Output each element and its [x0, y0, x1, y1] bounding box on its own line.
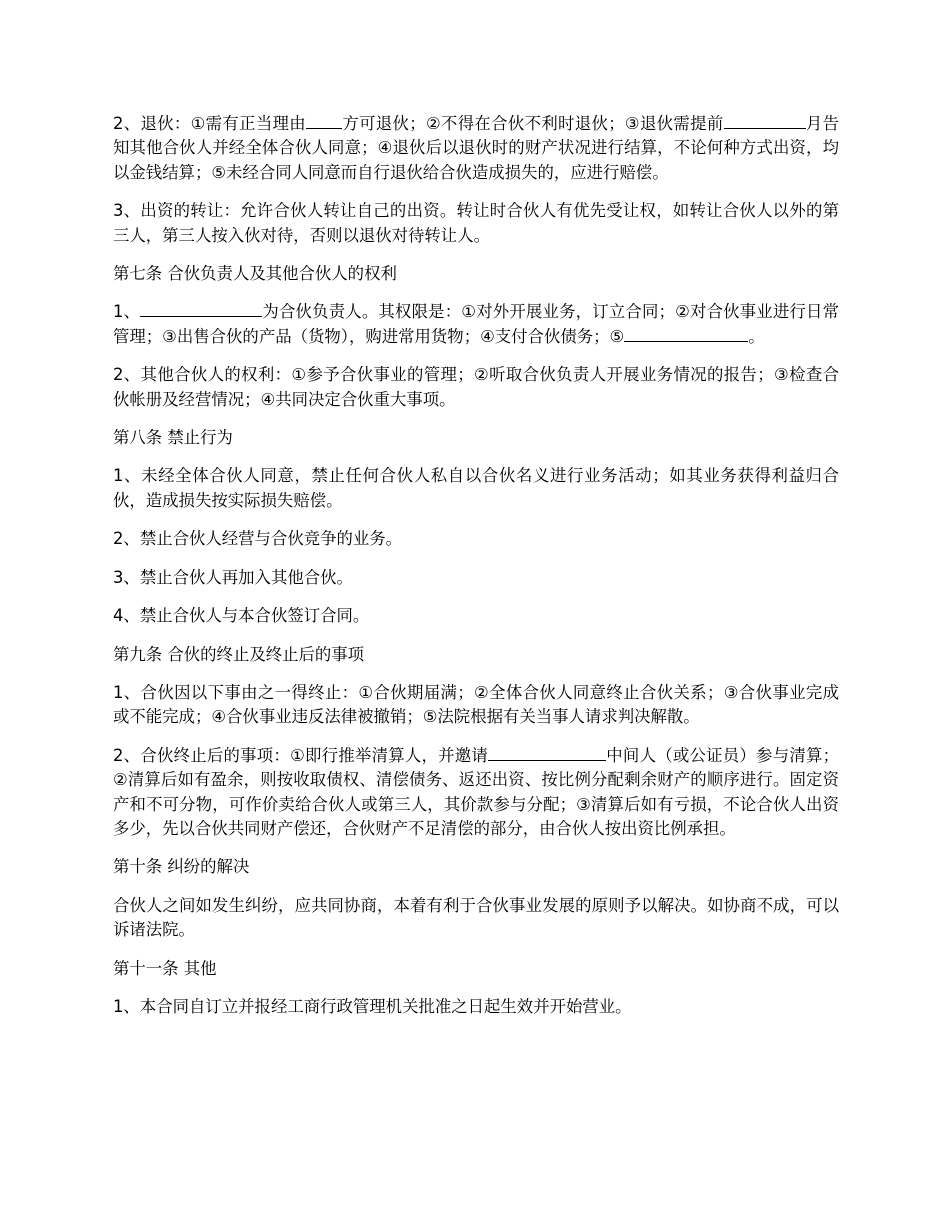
fill-in-blank[interactable]: [776, 112, 806, 129]
fill-in-blank[interactable]: [654, 325, 748, 342]
article-10-heading: 第十条 纠纷的解决: [113, 857, 250, 877]
article-9-heading: 第九条 合伙的终止及终止后的事项: [113, 644, 365, 664]
clause-effective: 1、本合同自订立并报经工商行政管理机关批准之日起生效并开始营业。: [113, 996, 632, 1016]
article-11-heading: 第十一条 其他: [113, 958, 217, 978]
clause-prohibition-4: 4、禁止合伙人与本合伙签订合同。: [113, 606, 370, 626]
text-segment: 2、退伙：①需有正当理由: [113, 114, 307, 133]
text-segment: 1、: [113, 302, 141, 322]
clause-transfer: 3、出资的转让：允许合伙人转让自己的出资。转让时合伙人有优先受让权，如转让合伙人以外的第三人，第三人按入伙对待，否则以退伙对待转让人。: [113, 201, 839, 245]
text-segment: 2、合伙终止后的事项：①即行推举清算人，并邀请: [113, 745, 489, 765]
article-7-heading: 第七条 合伙负责人及其他合伙人的权利: [113, 264, 397, 284]
text-segment: 。: [748, 326, 765, 346]
fill-in-blank[interactable]: [724, 112, 776, 129]
fill-in-blank[interactable]: [624, 325, 654, 342]
fill-in-blank[interactable]: [488, 744, 606, 761]
clause-prohibition-1: 1、未经全体合伙人同意，禁止任何合伙人私自以合伙名义进行业务活动；如其业务获得利益归合伙，造成损失按实际损失赔偿。: [113, 466, 839, 510]
text-segment: 中间人（或公证员）参与清算；②清算后如有盈余，则按收取债权、清偿债务、返还出资、按比例分配剩余财产的顺序进行。固定资产和不可分物，可作价卖给合伙人或第三人，其价款参与分配；③清算后如有亏损，不论合伙人出资多少，先以合伙共同财产偿还，合伙财产不足清偿的部分，由合伙人按出资比例承担。: [113, 745, 839, 838]
document-page: [113, 112, 839, 1033]
article-8-heading: 第八条 禁止行为: [113, 428, 233, 448]
text-segment: 月告知其他合伙人并经全体合伙人同意；④退伙后以退伙时的财产状况进行结算，不论何种方式出资，均以金钱结算；⑤未经合同人同意而自行退伙给合伙造成损失的，应进行赔偿。: [113, 114, 840, 182]
clause-manager: [113, 300, 839, 349]
clause-dispute: 合伙人之间如发生纠纷，应共同协商，本着有利于合伙事业发展的原则予以解决。如协商不成，可以诉诸法院。: [113, 895, 839, 940]
fill-in-blank[interactable]: [306, 112, 342, 129]
clause-partner-rights: 2、其他合伙人的权利：①参予合伙事业的管理；②听取合伙负责人开展业务情况的报告；③检查合伙帐册及经营情况；④共同决定合伙重大事项。: [113, 365, 839, 409]
clause-withdrawal: [113, 112, 839, 185]
text-segment: 为合伙负责人。其权限是：①对外开展业务，订立合同；②对合伙事业进行日常管理；③出售合伙的产品（货物），购进常用货物；④支付合伙债务；⑤: [113, 302, 839, 346]
text-segment: 方可退伙；②不得在合伙不利时退伙；③退伙需提前: [342, 114, 724, 133]
clause-after-termination: [113, 744, 839, 842]
clause-prohibition-3: 3、禁止合伙人再加入其他合伙。: [113, 567, 353, 587]
clause-termination: 1、合伙因以下事由之一得终止：①合伙期届满；②全体合伙人同意终止合伙关系；③合伙事业完成或不能完成；④合伙事业违反法律被撤销；⑤法院根据有关当事人请求判决解散。: [113, 682, 839, 727]
clause-prohibition-2: 2、禁止合伙人经营与合伙竞争的业务。: [113, 529, 403, 549]
fill-in-blank[interactable]: [140, 300, 262, 317]
